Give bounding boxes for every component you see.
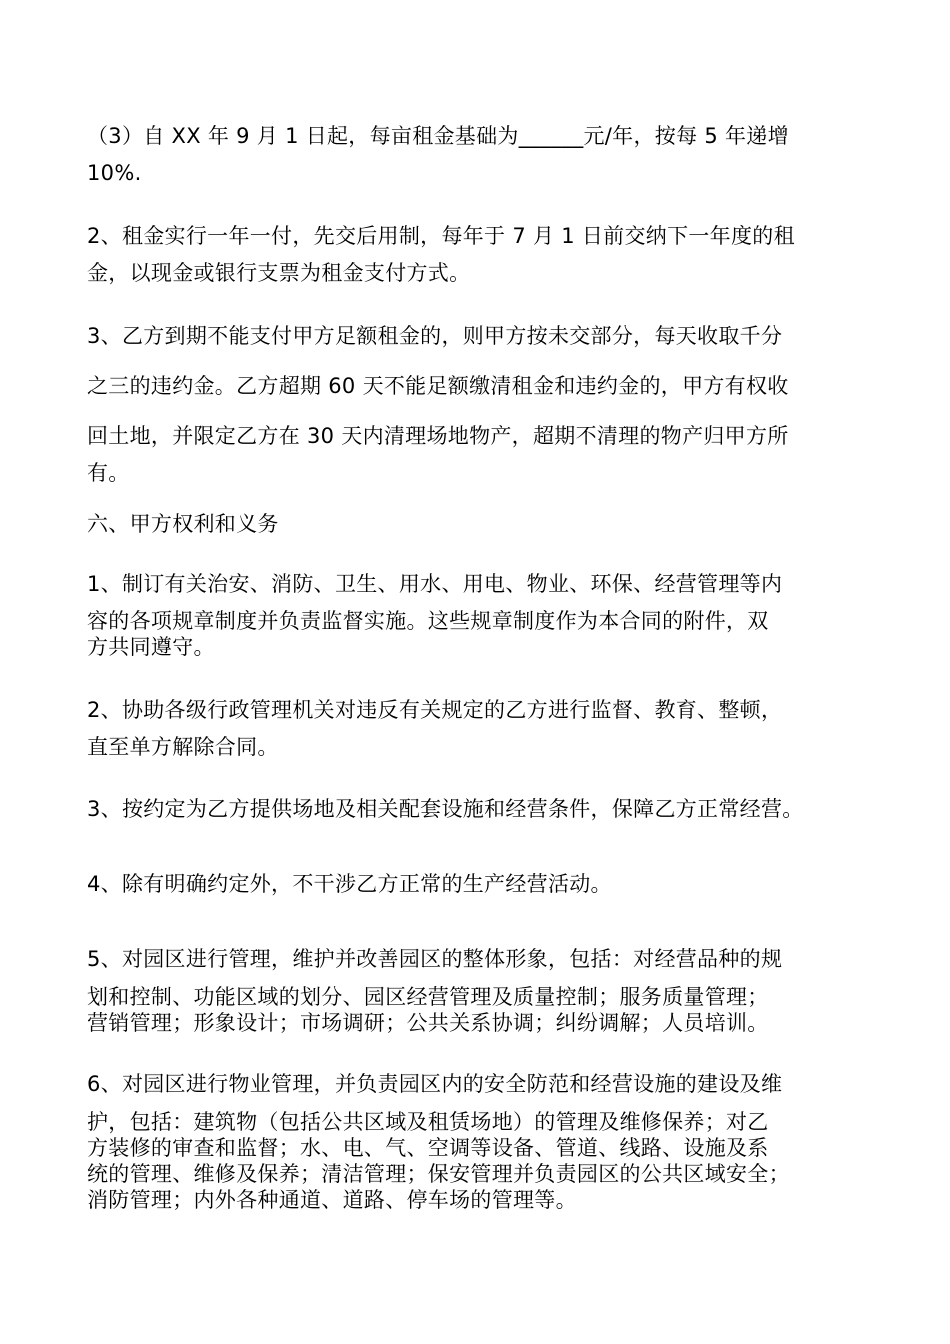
payment-line-1: 2、租金实行一年一付，先交后用制，每年于 7 月 1 日前交纳下一年度的租 xyxy=(87,224,795,248)
payment-line-2: 金，以现金或银行支票为租金支付方式。 xyxy=(87,261,471,285)
penalty-line-1: 3、乙方到期不能支付甲方足额租金的，则甲方按未交部分，每天收取千分 xyxy=(87,324,783,348)
s6-item4-line-1: 4、除有明确约定外，不干涉乙方正常的生产经营活动。 xyxy=(87,872,612,896)
s6-item1-line-3: 方共同遵守。 xyxy=(87,635,215,659)
penalty-line-2: 之三的违约金。乙方超期 60 天不能足额缴清租金和违约金的，甲方有权收 xyxy=(87,374,789,398)
rent-base-line-1: （3）自 XX 年 9 月 1 日起，每亩租金基础为______元/年，按每 5 年递增 xyxy=(87,124,789,148)
s6-item5-line-2: 划和控制、功能区域的划分、园区经营管理及质量控制；服务质量管理； xyxy=(87,985,769,1009)
s6-item6-line-1: 6、对园区进行物业管理，并负责园区内的安全防范和经营设施的建设及维 xyxy=(87,1072,783,1096)
s6-item6-line-2: 护，包括：建筑物（包括公共区域及租赁场地）的管理及维修保养；对乙 xyxy=(87,1110,769,1134)
s6-item5-line-3: 营销管理；形象设计；市场调研；公共关系协调；纠纷调解；人员培训。 xyxy=(87,1011,769,1035)
s6-item5-line-1: 5、对园区进行管理，维护并改善园区的整体形象，包括：对经营品种的规 xyxy=(87,947,783,971)
s6-item6-line-4: 统的管理、维修及保养；清洁管理；保安管理并负责园区的公共区域安全； xyxy=(87,1162,790,1186)
s6-item3-line-1: 3、按约定为乙方提供场地及相关配套设施和经营条件，保障乙方正常经营。 xyxy=(87,797,804,821)
s6-item2-line-1: 2、协助各级行政管理机关对违反有关规定的乙方进行监督、教育、整顿， xyxy=(87,698,783,722)
s6-item1-line-2: 容的各项规章制度并负责监督实施。这些规章制度作为本合同的附件，双 xyxy=(87,609,769,633)
rent-base-line-2: 10%. xyxy=(87,161,142,185)
s6-item6-line-5: 消防管理；内外各种通道、道路、停车场的管理等。 xyxy=(87,1188,577,1212)
penalty-line-3: 回土地，并限定乙方在 30 天内清理场地物产，超期不清理的物产归甲方所 xyxy=(87,424,789,448)
section-6-heading: 六、甲方权利和义务 xyxy=(87,512,279,536)
s6-item6-line-3: 方装修的审查和监督；水、电、气、空调等设备、管道、线路、设施及系 xyxy=(87,1136,769,1160)
s6-item1-line-1: 1、制订有关治安、消防、卫生、用水、用电、物业、环保、经营管理等内 xyxy=(87,572,783,596)
s6-item2-line-2: 直至单方解除合同。 xyxy=(87,735,279,759)
penalty-line-4: 有。 xyxy=(87,461,130,485)
